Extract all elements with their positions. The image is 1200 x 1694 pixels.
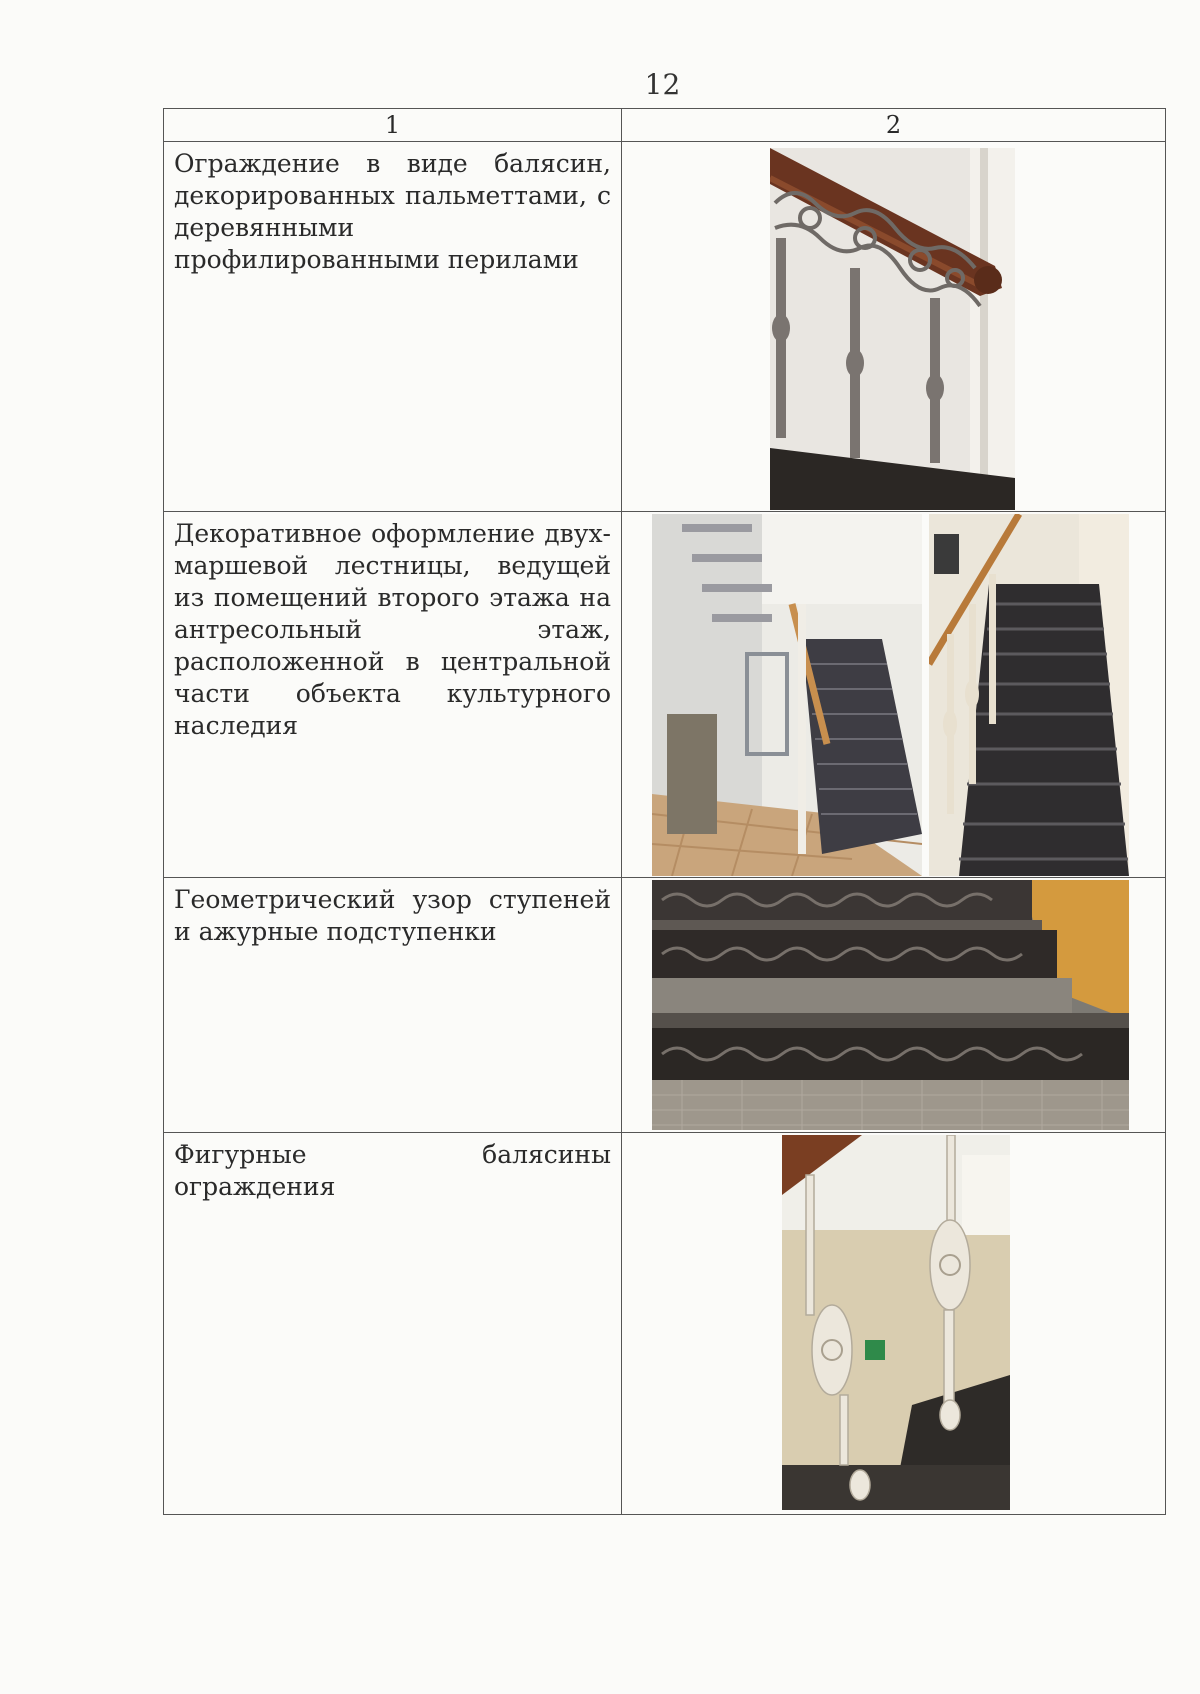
row-description: Ограждение в виде балясин, декорированных пальметтами, с деревянными профилированными перилами [174,149,611,274]
column-header-2: 2 [622,109,1166,142]
column-header-1: 1 [164,109,622,142]
description-cell [164,1133,622,1515]
table-row [164,142,1166,512]
photo-cell [622,878,1166,1133]
table-row [164,1133,1166,1515]
heritage-elements-table [163,108,1166,1515]
photo-two-flight-staircase [652,514,922,876]
description-cell [164,512,622,878]
photo-cell [622,142,1166,512]
photo-figured-balusters [782,1135,1010,1510]
row-description: Декоративное оформление двухмаршевой лестницы, ведущей из помещений второго этажа на антресольный этаж, расположенной в центральной части объекта культурного наследия [174,519,611,740]
photo-railing-balusters-palmettes [770,148,1015,510]
description-cell [164,878,622,1133]
table-header-row [164,109,1166,142]
photo-staircase-cast-iron-steps [929,514,1129,876]
photo-steps-openwork-risers [652,880,1129,1130]
row-description: Фигурные балясины ограждения [174,1140,611,1201]
photo-cell [622,1133,1166,1515]
row-description: Геометрический узор ступеней и ажурные подступенки [174,885,611,946]
page-number: 12 [644,68,681,101]
photo-cell [622,512,1166,878]
table-row [164,878,1166,1133]
table-row [164,512,1166,878]
description-cell [164,142,622,512]
